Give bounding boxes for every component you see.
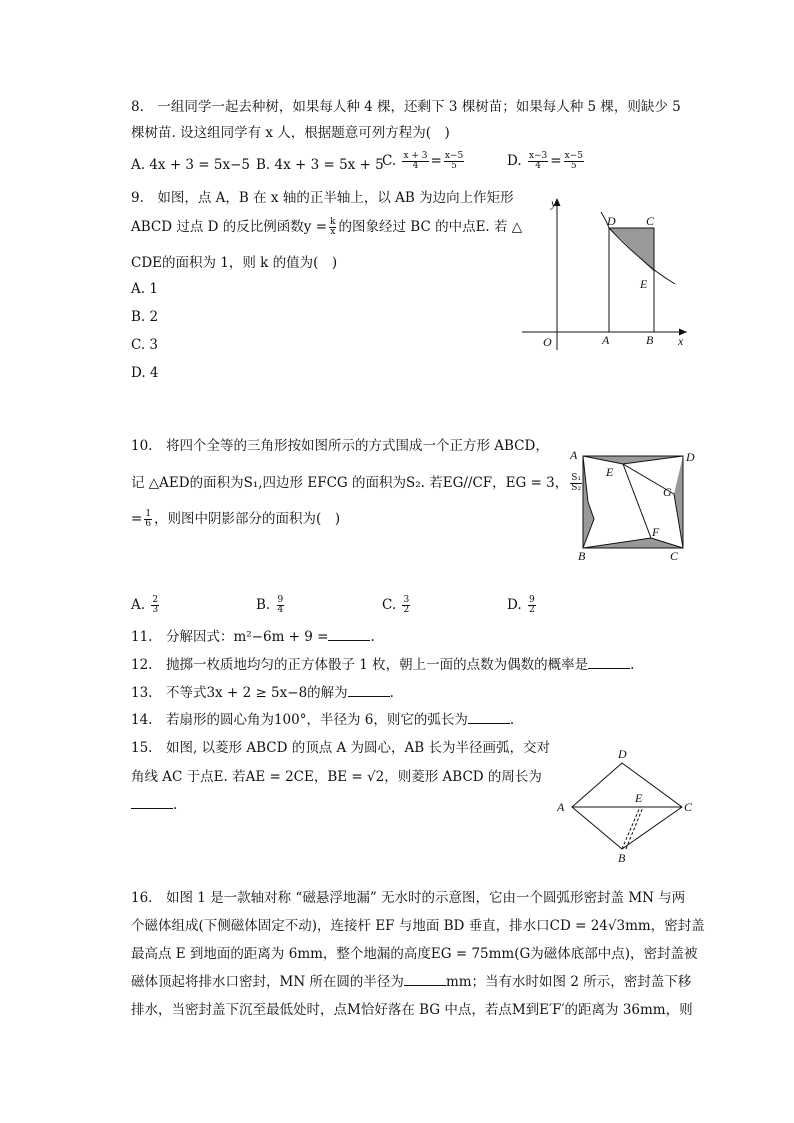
q10-label-c: C	[670, 549, 679, 563]
q10-option-b: B. $\frac{9}{4}$	[256, 595, 284, 615]
fraction: $\frac{9}{2}$	[528, 595, 535, 615]
q15-line2: 角线 AC 于点E. 若AE = 2CE，BE = √2，则菱形 ABCD 的周长为	[131, 769, 542, 785]
q9-label-y: y	[551, 196, 557, 210]
q9-label-o: O	[543, 335, 552, 349]
q9-line3: CDE的面积为 1，则 k 的值为( )	[131, 255, 338, 271]
q16-line1: 16. 如图 1 是一款轴对称 “磁悬浮地漏” 无水时的示意图，它由一个圆弧形密封盖 MN 与两	[131, 890, 686, 906]
q9-figure	[515, 190, 695, 355]
q16-line4: 磁体顶起将排水口密封，MN 所在圆的半径为 mm；当有水时如图 2 所示，密封盖下移	[131, 974, 692, 990]
q9-label-d: D	[607, 214, 616, 228]
q15-line1: 15. 如图, 以菱形 ABCD 的顶点 A 为圆心，AB 长为半径画弧，交对	[131, 740, 551, 756]
q14-line: 14. 若扇形的圆心角为100°，半径为 6，则它的弧长为 .	[131, 712, 515, 728]
answer-blank	[348, 684, 390, 697]
q16-line5: 排水，当密封盖下沉至最低处时，点M恰好落在 BG 中点，若点M到E′F′的距离为 36mm，则	[131, 1002, 693, 1018]
q9-label-b: B	[646, 333, 654, 347]
q9-option-c: C. 3	[131, 337, 159, 353]
q9-option-a: A. 1	[131, 281, 158, 297]
fraction: $\frac{2}{3}$	[152, 595, 159, 615]
q9-label-a: A	[602, 333, 610, 347]
answer-blank	[588, 656, 630, 669]
q8-option-d: D. $\frac{x-3}{4}$ = $\frac{x-5}{5}$	[507, 151, 583, 171]
q10-figure	[566, 442, 696, 566]
q15-label-b: B	[618, 851, 626, 865]
fraction: $\frac{1}{6}$	[145, 509, 152, 529]
q8-option-a: A. 4x + 3 = 5x−5	[131, 157, 251, 173]
q10-option-a: A. $\frac{2}{3}$	[131, 595, 159, 615]
q8-line1: 8. 一组同学一起去种树，如果每人种 4 棵，还剩下 3 棵树苗；如果每人种 5 棵，则缺少 5	[131, 99, 681, 115]
q10-label-b: B	[578, 549, 586, 563]
q15-label-e: E	[635, 791, 643, 805]
q9-label-c: C	[646, 214, 655, 228]
q9-option-d: D. 4	[131, 365, 159, 381]
q16-line3: 最高点 E 到地面的距离为 6mm，整个地漏的高度EG = 75mm(G为磁体底部中点)，密封盖被	[131, 946, 698, 962]
q15-line3: .	[131, 796, 177, 814]
q10-label-e: E	[606, 465, 614, 479]
q11-line: 11. 分解因式：m²−6m + 9 = .	[131, 629, 375, 645]
q16-line2: 个磁体组成(下侧磁体固定不动)，连接杆 EF 与地面 BD 垂直，排水口CD = 24√3mm，密封盖	[131, 918, 705, 934]
fraction: $\frac{k}{x}$	[330, 217, 336, 237]
q10-line1: 10. 将四个全等的三角形按如图所示的方式围成一个正方形 ABCD，	[131, 438, 549, 454]
q9-line1: 9. 如图，点 A，B 在 x 轴的正半轴上，以 AB 为边向上作矩形	[131, 190, 514, 206]
q10-line2: 记 △AED的面积为S₁,四边形 EFCG 的面积为S₂. 若EG//CF，EG = 3， $\frac{\text{S₁}}{\text{S₂}}$	[131, 473, 582, 493]
q8-line2: 棵树苗. 设这组同学有 x 人，根据题意可列方程为( )	[131, 125, 450, 141]
fraction: $\frac{x-3}{4}$	[528, 151, 548, 171]
q10-label-g: G	[663, 485, 672, 499]
q10-label-a: A	[570, 448, 578, 462]
q10-line3: = $\frac{1}{6}$ ，则图中阴影部分的面积为( )	[131, 509, 341, 529]
fraction: $\frac{\text{S₁}}{\text{S₂}}$	[571, 473, 582, 493]
q10-option-c: C. $\frac{3}{2}$	[382, 595, 410, 615]
answer-blank	[404, 973, 446, 986]
fraction: $\frac{x-5}{5}$	[444, 151, 464, 171]
q13-line: 13. 不等式3x + 2 ≥ 5x−8的解为 .	[131, 685, 394, 701]
q9-label-e: E	[640, 277, 648, 291]
q9-option-b: B. 2	[131, 309, 159, 325]
answer-blank	[468, 711, 510, 724]
fraction: $\frac{x-5}{5}$	[564, 151, 583, 171]
q9-label-x: x	[678, 334, 684, 348]
q15-label-a: A	[557, 800, 565, 814]
q15-label-c: C	[684, 800, 693, 814]
answer-blank	[328, 628, 370, 641]
fraction: $\frac{x + 3}{4}$	[403, 151, 428, 171]
fraction: $\frac{3}{2}$	[403, 595, 410, 615]
q15-label-d: D	[618, 747, 627, 761]
q8-option-c: C. $\frac{x + 3}{4}$ = $\frac{x-5}{5}$	[382, 151, 464, 171]
q9-line2: ABCD 过点 D 的反比例函数y = $\frac{k}{x}$ 的图象经过 BC 的中点E. 若 △	[131, 217, 523, 237]
q10-label-f: F	[652, 525, 660, 539]
q15-figure	[552, 745, 697, 865]
q8-option-b: B. 4x + 3 = 5x + 5	[256, 157, 384, 173]
fraction: $\frac{9}{4}$	[277, 595, 284, 615]
q12-line: 12. 抛掷一枚质地均匀的正方体骰子 1 枚，朝上一面的点数为偶数的概率是 .	[131, 657, 635, 673]
q10-option-d: D. $\frac{9}{2}$	[507, 595, 535, 615]
answer-blank	[131, 796, 173, 809]
q10-label-d: D	[686, 450, 695, 464]
